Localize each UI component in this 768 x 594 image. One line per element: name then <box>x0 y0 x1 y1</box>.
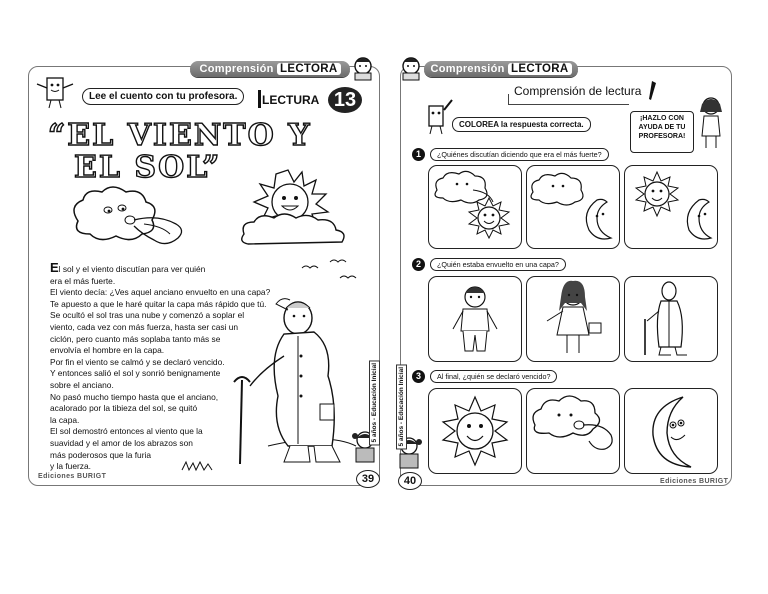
sun-moon-option-icon <box>625 166 717 248</box>
lectura-label: LECTURA <box>262 93 320 107</box>
pencil-icon <box>646 80 658 102</box>
answer-card-wind-sun[interactable] <box>428 165 522 249</box>
story-title-line2: EL SOL” <box>74 150 222 185</box>
color-instruction-bold: COLOREA <box>459 120 499 129</box>
right-page-number: 40 <box>398 472 422 490</box>
comprehension-title: Comprensión de lectura <box>514 84 642 98</box>
right-banner-accent: LECTORA <box>508 63 571 75</box>
old-man-option-icon <box>625 277 717 361</box>
left-banner <box>190 61 350 77</box>
left-banner-accent: LECTORA <box>277 63 340 75</box>
color-instruction <box>452 117 591 132</box>
wind-moon-option-icon <box>527 166 619 248</box>
color-instruction-rest: la respuesta correcta. <box>498 120 584 129</box>
story-line: la capa. <box>50 414 80 425</box>
answer-card-boy[interactable] <box>428 276 522 362</box>
teacher-icon <box>696 96 726 150</box>
story-first-line <box>50 262 280 276</box>
left-side-label: 5 años - Educación Inicial <box>369 360 380 445</box>
answer-card-old-man[interactable] <box>624 276 718 362</box>
answer-card-girl[interactable] <box>526 276 620 362</box>
lectura-bar <box>258 90 331 108</box>
story-line: Y entonces salió el sol y sonrió benignamente <box>50 368 221 379</box>
answer-card-wind[interactable] <box>526 388 620 474</box>
story-line: acalorado por la tibieza del sol, se quitó <box>50 403 198 414</box>
left-footer-brand: Ediciones BURIGT <box>38 473 107 480</box>
story-line: más poderosos que la furia <box>50 449 152 460</box>
reading-child-icon <box>398 56 424 82</box>
story-line: El sol demostró entonces al viento que la <box>50 426 203 437</box>
left-banner-text: Comprensión <box>199 63 278 75</box>
story-line: Por fin el viento se calmó y se declaró vencido. <box>50 356 225 367</box>
story-line: era el más fuerte. <box>50 275 116 286</box>
right-side-label: 5 años - Educación Inicial <box>396 364 407 449</box>
answer-card-wind-moon[interactable] <box>526 165 620 249</box>
wind-option-icon <box>527 389 619 473</box>
lectura-number: 13 <box>328 87 362 113</box>
question-text: ¿Quién estaba envuelto en una capa? <box>430 258 566 271</box>
answer-card-sun[interactable] <box>428 388 522 474</box>
question-number: 1 <box>412 148 425 161</box>
right-banner-text: Comprensión <box>430 63 509 75</box>
wind-sun-option-icon <box>429 166 521 248</box>
left-page-number: 39 <box>356 470 380 488</box>
birds-decoration <box>300 258 360 288</box>
question-text: ¿Quiénes discutían diciendo que era el más fuerte? <box>430 148 609 161</box>
pencil-mascot-icon <box>418 98 454 136</box>
story-line: y la fuerza. <box>50 461 91 472</box>
question-number: 3 <box>412 370 425 383</box>
question-text: Al final, ¿quién se declaró vencido? <box>430 370 557 383</box>
story-line: envolvía el hombre en la capa. <box>50 345 165 356</box>
story-line: No pasó mucho tiempo hasta que el anciano, <box>50 391 219 402</box>
girl-option-icon <box>527 277 619 361</box>
answer-card-sun-moon[interactable] <box>624 165 718 249</box>
right-footer-brand: Ediciones BURIGT <box>660 478 729 485</box>
story-line: l sol y el viento discutían para ver quién <box>58 264 206 274</box>
grass-decoration <box>180 460 220 472</box>
old-man-illustration <box>228 296 358 472</box>
book-mascot-icon <box>35 76 75 110</box>
story-line: El viento decía: ¿Ves aquel anciano envuelto en una capa? <box>50 287 271 298</box>
story-dropcap: E <box>50 260 59 275</box>
story-line: suavidad y el amor de los abrazos son <box>50 437 193 448</box>
sun-option-icon <box>429 389 521 473</box>
sun-cloud-illustration <box>238 168 358 252</box>
answer-card-moon[interactable] <box>624 388 718 474</box>
story-line: Te apuesto a que le haré quitar la capa más rápido que tú. <box>50 298 267 309</box>
read-instruction: Lee el cuento con tu profesora. <box>82 88 244 105</box>
moon-option-icon <box>625 389 717 473</box>
right-banner <box>424 61 578 77</box>
wind-cloud-illustration <box>68 186 188 256</box>
story-title-line1: “EL VIENTO Y <box>48 118 312 153</box>
story-line: viento, cada vez con más fuerza, hasta ser casi un <box>50 321 239 332</box>
story-line: sobre el anciano. <box>50 379 114 390</box>
comprehension-underline <box>508 94 629 105</box>
hazlo-box: ¡HAZLO CON AYUDA DE TU PROFESORA! <box>630 111 694 153</box>
boy-option-icon <box>429 277 521 361</box>
story-line: Se ocultó el sol tras una nube y comenzó a soplar el <box>50 310 245 321</box>
question-number: 2 <box>412 258 425 271</box>
reading-child-icon <box>350 56 376 82</box>
story-line: ciclón, pero cuanto más soplaba tanto más se <box>50 333 221 344</box>
